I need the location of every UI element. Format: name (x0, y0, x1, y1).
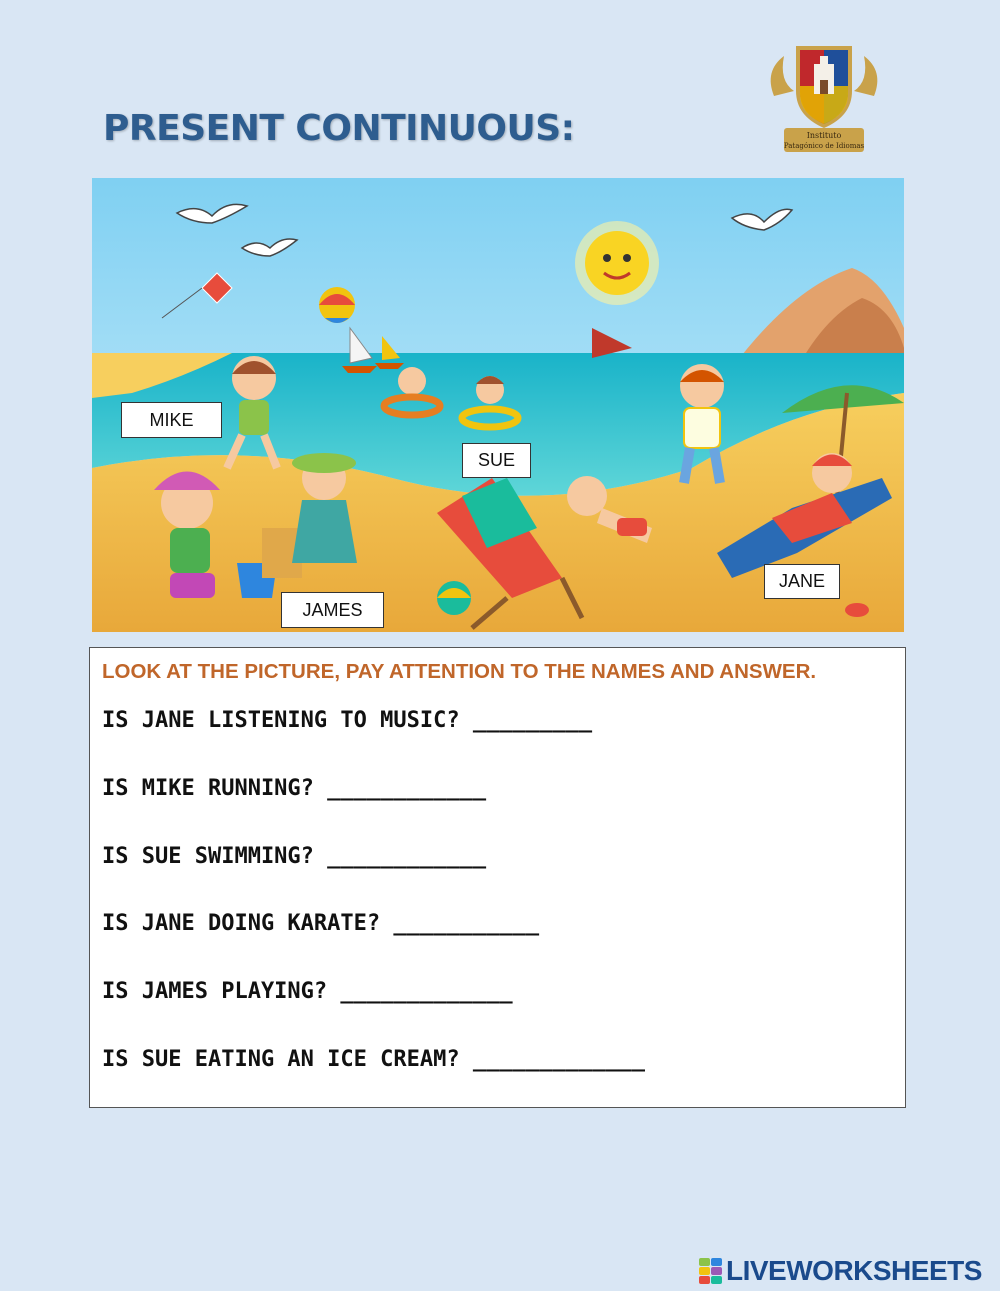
brand-text: LIVEWORKSHEETS (726, 1255, 982, 1286)
logo-line1: Instituto (806, 131, 842, 140)
name-label-james: JAMES (281, 592, 384, 628)
question-item[interactable]: IS SUE EATING AN ICE CREAM? _____________ (102, 1047, 646, 1072)
question-item[interactable]: IS JANE DOING KARATE? ___________ (102, 911, 540, 936)
name-label-mike: MIKE (121, 402, 222, 438)
question-item[interactable]: IS MIKE RUNNING? ____________ (102, 776, 487, 801)
name-label-sue: SUE (462, 443, 531, 478)
page-title: PRESENT CONTINUOUS: (103, 108, 575, 149)
question-item[interactable]: IS JANE LISTENING TO MUSIC? _________ (102, 708, 593, 733)
questions-box (89, 647, 906, 1108)
name-label-jane: JANE (764, 564, 840, 599)
institute-logo (754, 36, 894, 156)
logo-line2: Patagónico de Idiomas (783, 142, 865, 150)
question-item[interactable]: IS JAMES PLAYING? _____________ (102, 979, 513, 1004)
instruction-text: LOOK AT THE PICTURE, PAY ATTENTION TO THE NAMES AND ANSWER. (102, 660, 817, 683)
liveworksheets-brand[interactable] (698, 1255, 982, 1287)
crest-icon (754, 36, 894, 156)
liveworksheets-logo-icon (698, 1257, 724, 1285)
question-item[interactable]: IS SUE SWIMMING? ____________ (102, 844, 487, 869)
